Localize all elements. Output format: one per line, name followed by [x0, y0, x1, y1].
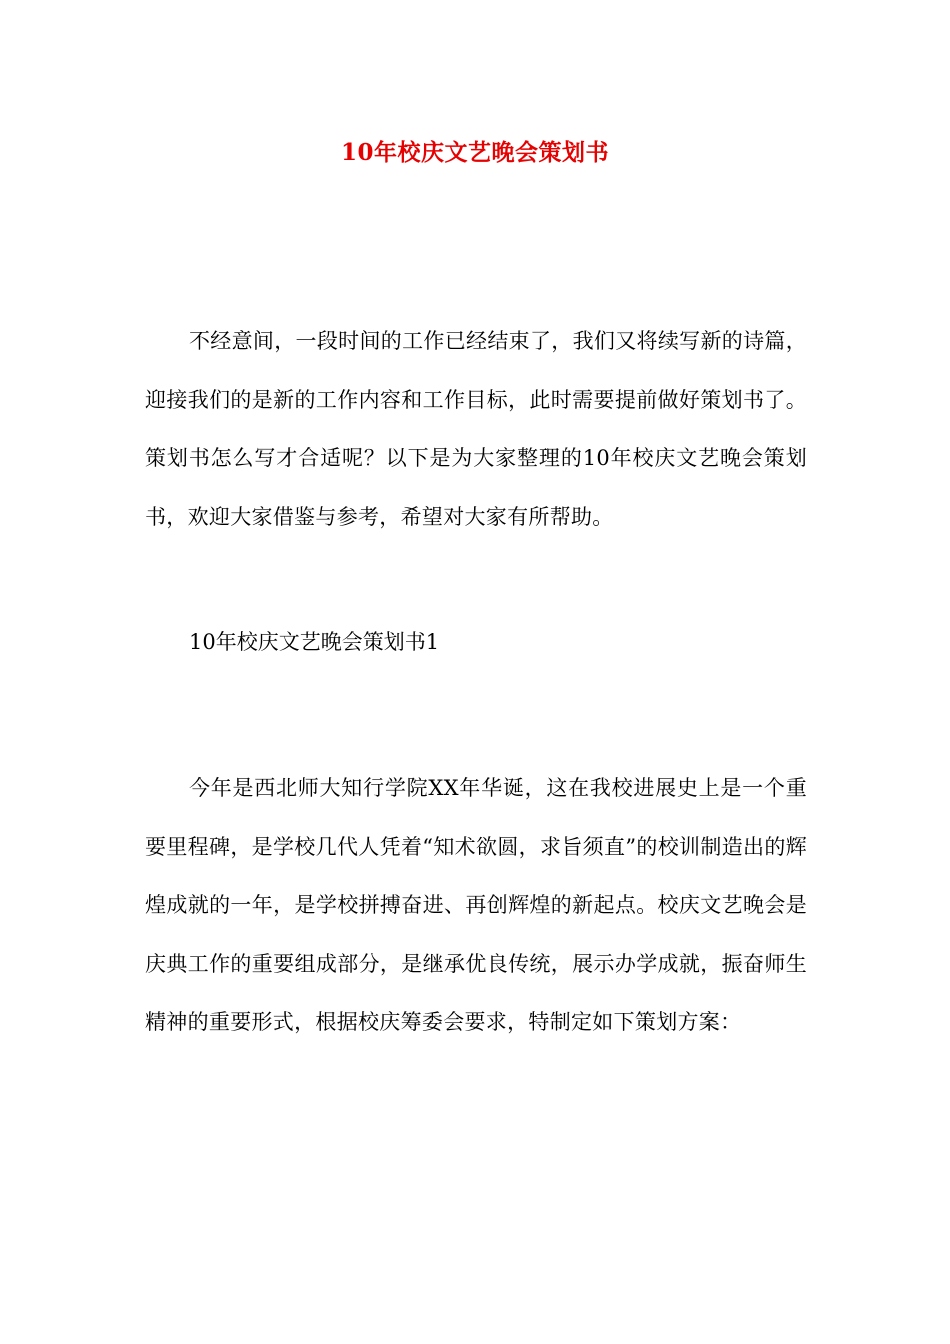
section-heading: 10年校庆文艺晚会策划书1 [189, 630, 440, 654]
body-paragraph: 今年是西北师大知行学院XX年华诞，这在我校进展史上是一个重要里程碑，是学校几代人凭着“知术欲圆，求旨须直”的校训制造出的辉煌成就的一年，是学校拼搏奋进、再创辉煌的新起点。校庆文艺晚会是庆典工作的重要组成部分，是继承优良传统，展示办学成就，振奋师生精神的重要形式，根据校庆筹委会要求，特制定如下策划方案： [145, 776, 807, 1034]
document-title: 10年校庆文艺晚会策划书 [340, 139, 609, 166]
intro-paragraph: 不经意间，一段时间的工作已经结束了，我们又将续写新的诗篇，迎接我们的是新的工作内容和工作目标，此时需要提前做好策划书了。策划书怎么写才合适呢？以下是为大家整理的10年校庆文艺晚会策划书，欢迎大家借鉴与参考，希望对大家有所帮助。 [145, 329, 807, 529]
